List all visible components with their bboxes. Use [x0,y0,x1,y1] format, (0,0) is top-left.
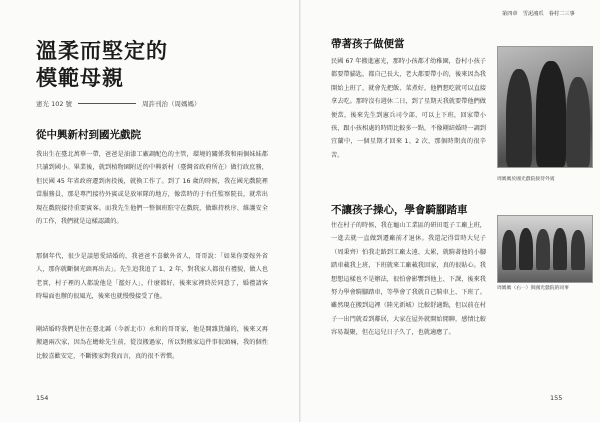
title-line-2: 模範母親 [36,66,124,90]
title-line-1: 溫柔而堅定的 [36,39,168,63]
byline-divider [78,103,136,104]
left-page [0,0,299,422]
photo-theater-colleagues [497,215,593,283]
photo-figure [506,69,532,167]
photo-figure [536,61,566,167]
byline [36,99,276,108]
section-heading-1: 從中興新村到國光戲院 [36,129,141,141]
paragraph-4: 民國 67 年搬進憲光，那時小孩都才幼稚園，眷村小孩子都要帶貓匙，都自己長大，老大都要帶小的，後來因為我開始上班了，就會先把飯、菜煮好，他們想吃就可以直接拿去吃。那時沒有週休二日，到了星期天我就要帶他們做便當，後來先生到憲兵司令部，可以上下班，回家帶小孩，跟小孩相處的時間比較多一點，不像剛結婚時一調到宜蘭中，一個星期才回來 1、2 次，那個時期真的很辛苦。 [331,58,486,159]
paragraph-2: 那個年代，很少是談戀愛結婚的，我爸爸不喜歡外省人，哥哥說：「如果你要嫁外省人，那你就斷個光頭再出去」。先生追我追了 1、2 年，對我家人都很有禮貌，做人也老實，村子裡的人都說他是「濫好人」，什麼都好，後來家裡終於同意了，婚禮請客時場面也辦的很風光，後來也就慢慢接受了他。 [36,253,268,301]
page-number-left: 154 [36,394,49,402]
section-heading-2: 帶著孩子做便當 [331,38,405,50]
byline-author: 周許刊治（周媽媽） [142,100,201,108]
paragraph-5: 住在村子的時候，我在龜山工業區的研田電子工廠上班，一進去就一直做到遷廠前才退休。我還記得當時大兒子（周秉齊）怕我走路到工廠太遠、太累，就騎著他的小腳踏車載我上班，下班就來工廠載我回家，真的很貼心。我想想這樣也不是辦法，很怕會影響到他上、下課，後來我努力學會騎腳踏車，等學會了我就自己騎車上、下班了。雖然現在搬到這裡（陸光新城）比較舒適點，但以前在村子一出門就看到鄰居，大家在屋外就開始閒聊，感情比較容易凝聚，但在這兒日子久了，也就適應了。 [331,222,486,337]
photo-figure [553,228,567,270]
photo-figure [502,230,516,270]
paragraph-1: 我出生在臺北萬華一帶，爸爸是油漆工廠調配色的主管，環境的關係我和兩個妹妹都只讀到國小。畢業後，就到植物園附近的中興新村（臺灣省政府所在）做行政庶務，但民國 45 年省政府遷到南投後，就換工作了。到了 16 歲的時候，我在國光戲院裡當服務員，那是專門接待外賓或是放軍隊的地方，像當時的于右任監察院長，就常出現在戲院接待重要賓客。而我先生他們一整個班駐守在戲院，做維持秩序、維護安全的工作，我們就是這樣認識的。 [36,151,268,226]
chapter-label: 第四章 雪泥鴻爪 眷村二三事 [502,11,575,17]
photo-figure [566,77,590,167]
photo-theater-reception [497,46,593,168]
photo-caption-2: 周媽媽（右一）與國光戲院的同事 [497,286,569,291]
section-heading-3: 不讓孩子操心，學會騎腳踏車 [331,204,468,216]
paragraph-3: 剛結婚時我們是住在臺北縣（今新北市）永和的哥哥家，他是開雜貨舖的，後來又再搬過兩次家，因為在蟾蜍先生前，從沒搬過家，所以對搬家這件事很頭痛，我的個性比較喜歡安定，不斷搬家對我而言，真的很不習慣。 [36,326,268,360]
photo-figure [571,230,585,270]
photo-caption-1: 周媽媽於國光戲院接待外賓 [497,177,555,182]
byline-house-number: 憲光 102 號 [36,100,73,108]
photo-figure [536,229,550,270]
photo-figure [519,228,533,270]
main-title [36,38,236,92]
page-number-right: 155 [550,394,563,402]
